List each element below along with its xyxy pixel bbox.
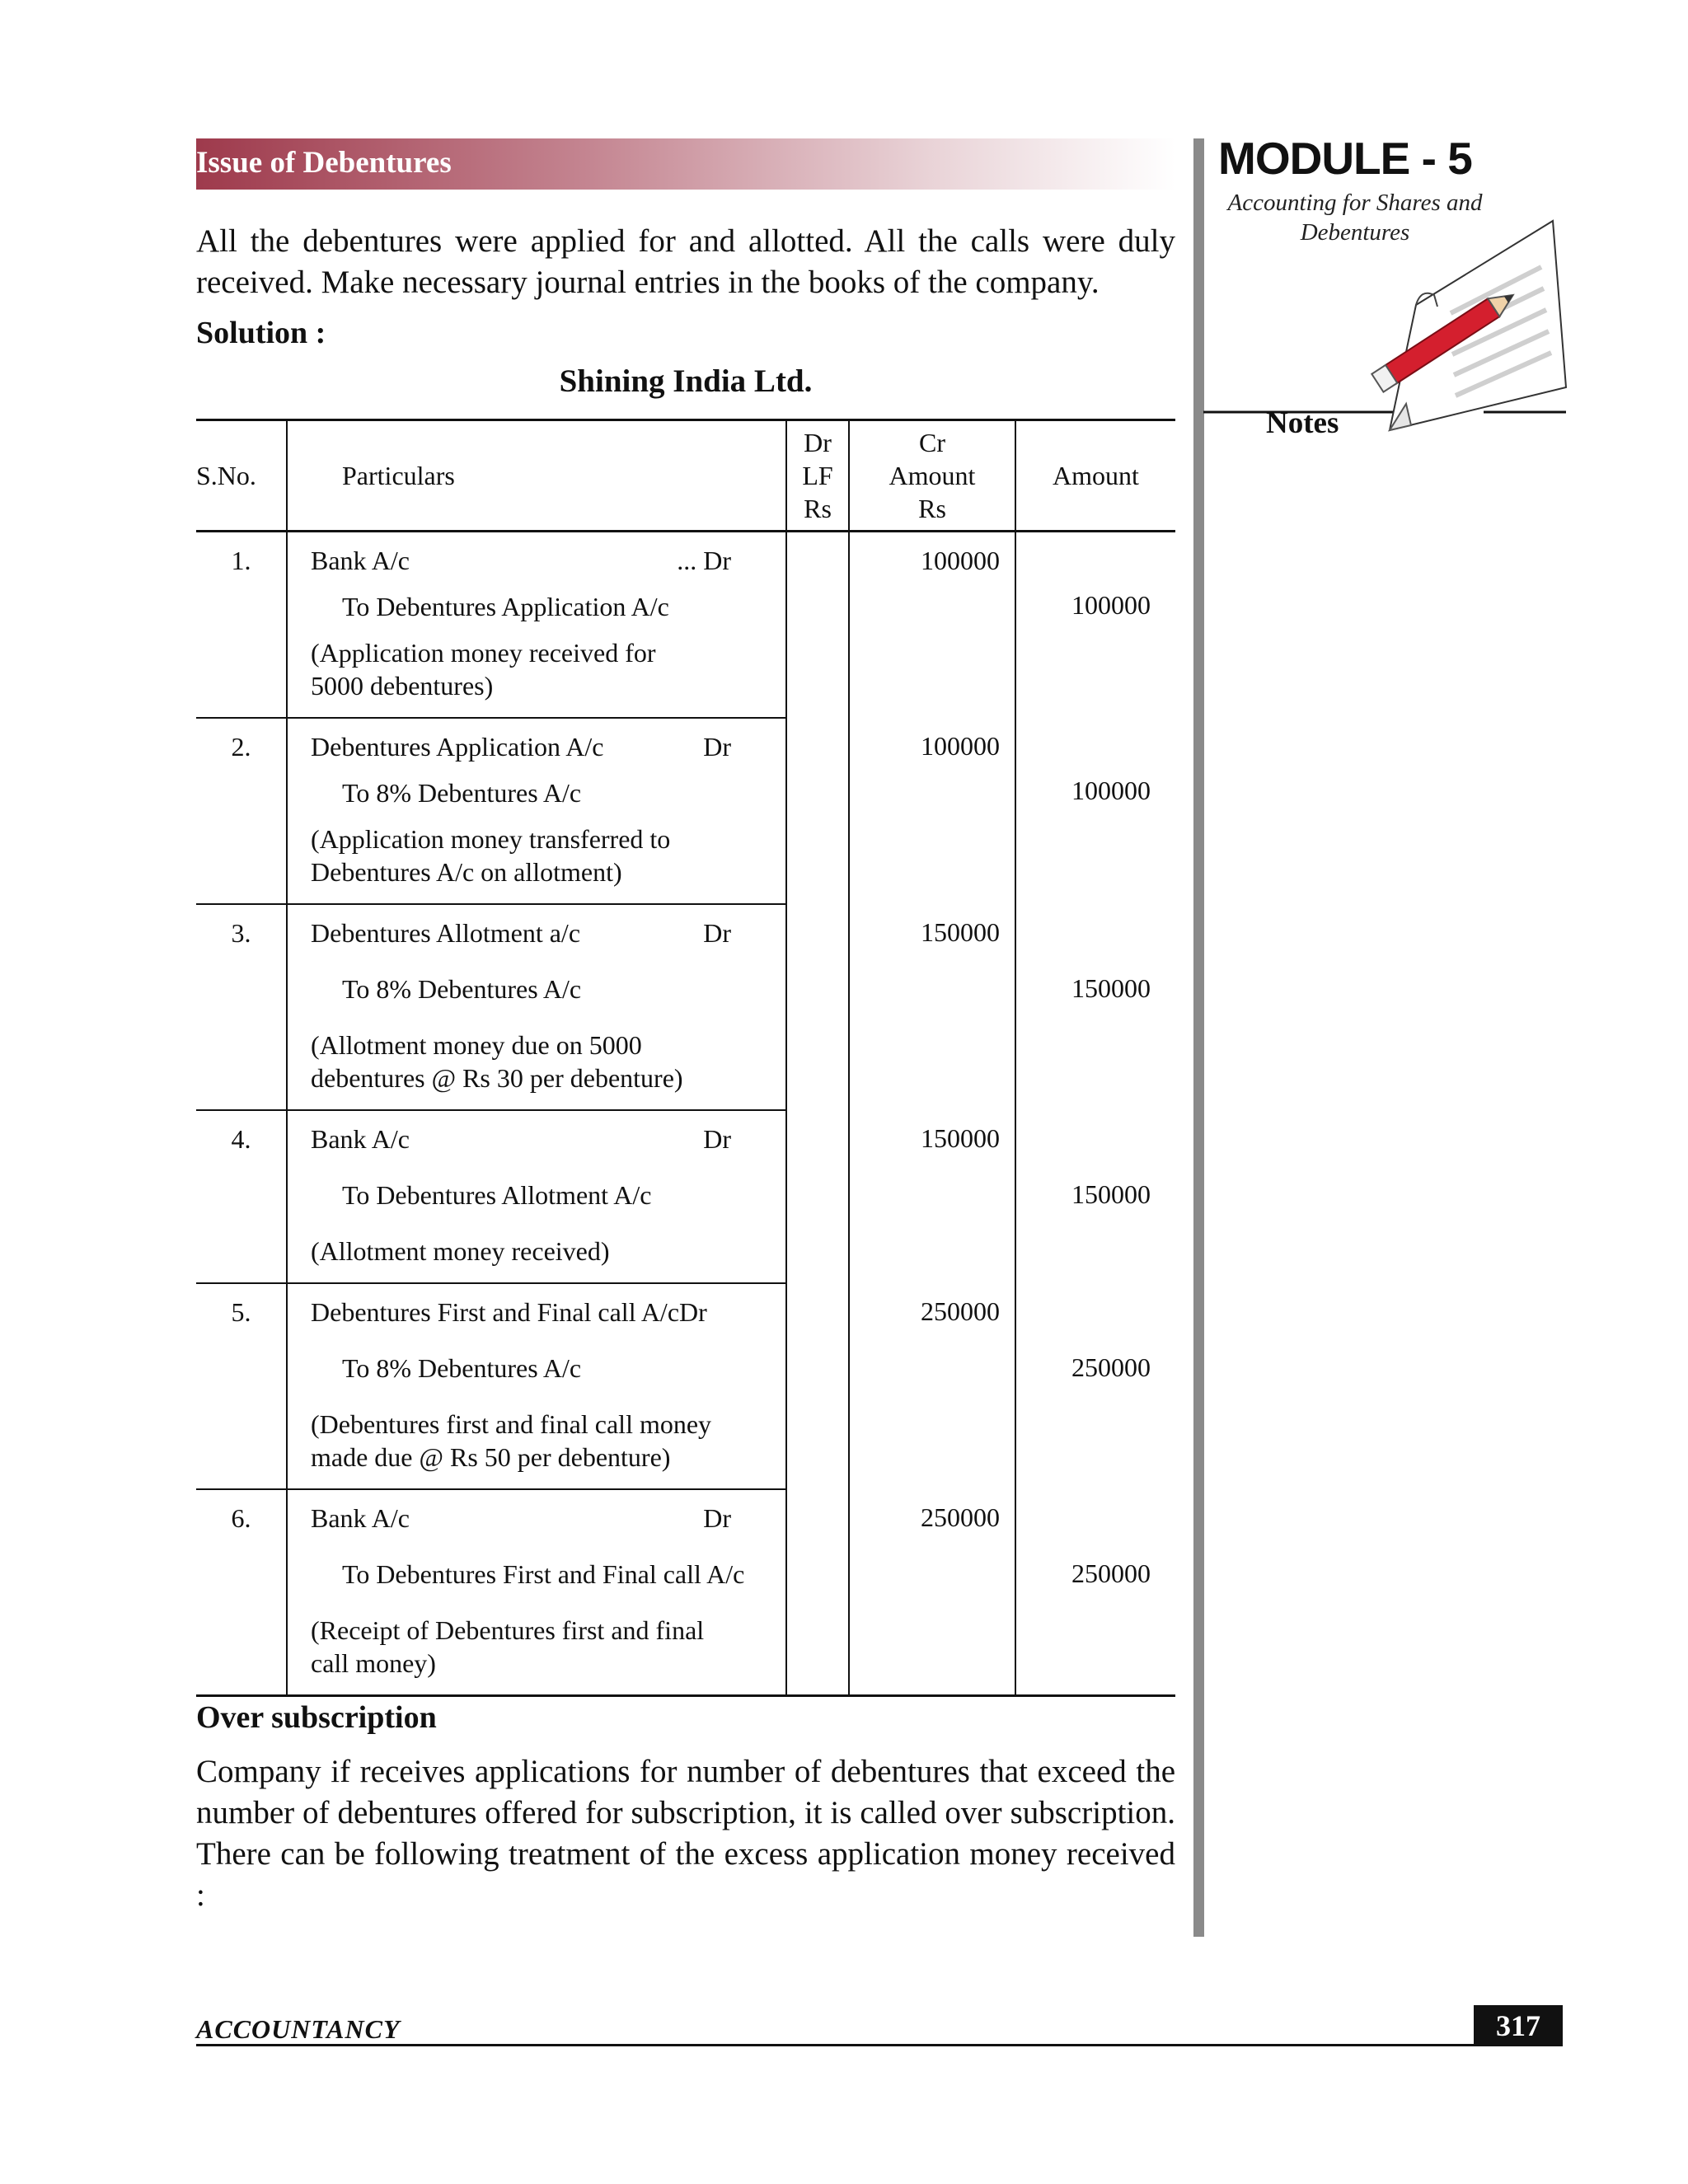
header-sno: S.No.: [196, 420, 287, 532]
entry-particulars: [288, 719, 785, 903]
debit-amount: 250000: [921, 1502, 1000, 1532]
journal-header-row: [196, 420, 1175, 532]
header-amount: Amount: [1015, 420, 1175, 532]
journal-table: [196, 419, 1175, 1697]
debit-amount: 150000: [921, 1123, 1000, 1153]
header-cr-line3: Rs: [918, 494, 946, 523]
notepad-pencil-icon: [1203, 214, 1582, 445]
debit-amount: 250000: [921, 1296, 1000, 1326]
over-subscription-heading: Over subscription: [196, 1700, 437, 1735]
header-cr-line2: Amount: [889, 461, 976, 490]
entry-particulars: [288, 1284, 785, 1488]
dr-marker: ... Dr: [677, 546, 731, 575]
header-cr-amount: [849, 420, 1015, 532]
narration-line1: (Application money transferred to: [311, 824, 671, 854]
entry-particulars: [288, 905, 785, 1109]
credit-account: To Debentures Application A/c: [342, 592, 669, 621]
credit-amount: 150000: [1071, 973, 1151, 1003]
header-lf-line2: LF: [802, 461, 833, 490]
narration-line2: 5000 debentures): [311, 671, 494, 701]
debit-account: Bank A/c: [311, 546, 410, 575]
entry-sno: 1.: [231, 546, 251, 575]
entry-sno: 6.: [231, 1503, 251, 1533]
dr-marker: Dr: [703, 1503, 731, 1533]
credit-account: To 8% Debentures A/c: [342, 974, 582, 1004]
dr-marker: Dr: [703, 1124, 731, 1154]
journal-entry-row: [196, 718, 1175, 904]
footer-subject: ACCOUNTANCY: [196, 2014, 401, 2044]
module-subtitle-line1: Accounting for Shares and: [1227, 190, 1483, 216]
credit-amount: 250000: [1071, 1558, 1151, 1588]
dr-marker: Dr: [679, 1297, 707, 1327]
narration-line1: (Allotment money due on 5000: [311, 1030, 642, 1060]
narration-line2: call money): [311, 1648, 436, 1678]
journal-entry-row: [196, 904, 1175, 1110]
entry-particulars: [288, 532, 785, 717]
notes-label: Notes: [1266, 406, 1339, 440]
entry-sno: 2.: [231, 732, 251, 762]
header-lf-line1: Dr: [804, 428, 832, 457]
debit-account: Debentures Application A/c: [311, 732, 604, 762]
narration-line2: Debentures A/c on allotment): [311, 857, 622, 887]
dr-marker: Dr: [703, 732, 731, 762]
header-cr-line1: Cr: [919, 428, 945, 457]
credit-amount: 100000: [1071, 776, 1151, 805]
debit-account: Debentures Allotment a/c: [311, 918, 581, 948]
entry-sno: 3.: [231, 918, 251, 948]
journal-entry-row: [196, 532, 1175, 719]
entry-sno: 4.: [231, 1124, 251, 1154]
credit-account: To Debentures First and Final call A/c: [342, 1559, 745, 1589]
narration-line2: made due @ Rs 50 per debenture): [311, 1442, 671, 1472]
debit-amount: 150000: [921, 917, 1000, 947]
debit-account: Debentures First and Final call A/c: [311, 1297, 680, 1327]
section-title: Issue of Debentures: [196, 146, 452, 180]
journal-entry-row: [196, 1489, 1175, 1696]
header-particulars: Particulars: [287, 420, 786, 532]
credit-account: To Debentures Allotment A/c: [342, 1180, 652, 1210]
module-title: MODULE - 5: [1218, 133, 1472, 184]
entry-sno: 5.: [231, 1297, 251, 1327]
credit-amount: 100000: [1071, 590, 1151, 620]
journal-entry-row: [196, 1110, 1175, 1283]
footer-rule: [196, 2044, 1563, 2046]
entry-particulars: [288, 1111, 785, 1282]
narration-line1: (Debentures first and final call money: [311, 1409, 712, 1439]
narration-line1: (Allotment money received): [311, 1236, 610, 1266]
journal-entry-row: [196, 1283, 1175, 1489]
page-number: 317: [1474, 2005, 1563, 2046]
entry-particulars: [288, 1490, 785, 1694]
narration-line2: debentures @ Rs 30 per debenture): [311, 1063, 683, 1093]
intro-paragraph: All the debentures were applied for and allotted. All the calls were duly received. Make necessary journal entries in the books of the company.: [196, 223, 1175, 300]
header-lf: [786, 420, 849, 532]
debit-account: Bank A/c: [311, 1124, 410, 1154]
solution-label: Solution :: [196, 316, 326, 350]
debit-account: Bank A/c: [311, 1503, 410, 1533]
company-name: Shining India Ltd.: [559, 363, 813, 399]
debit-amount: 100000: [921, 731, 1000, 761]
narration-line1: (Application money received for: [311, 638, 656, 668]
credit-account: To 8% Debentures A/c: [342, 1353, 582, 1383]
module-subtitle-line2: Debentures: [1300, 219, 1410, 246]
dr-marker: Dr: [703, 918, 731, 948]
debit-amount: 100000: [921, 546, 1000, 575]
over-subscription-paragraph: Company if receives applications for number of debentures that exceed the number of debentures offered for subscription, it is called over subscription. There can be following treatment of the excess application money received :: [196, 1754, 1175, 1913]
narration-line1: (Receipt of Debentures first and final: [311, 1615, 705, 1645]
credit-amount: 250000: [1071, 1352, 1151, 1382]
credit-amount: 150000: [1071, 1179, 1151, 1209]
header-lf-line3: Rs: [804, 494, 832, 523]
credit-account: To 8% Debentures A/c: [342, 778, 582, 808]
